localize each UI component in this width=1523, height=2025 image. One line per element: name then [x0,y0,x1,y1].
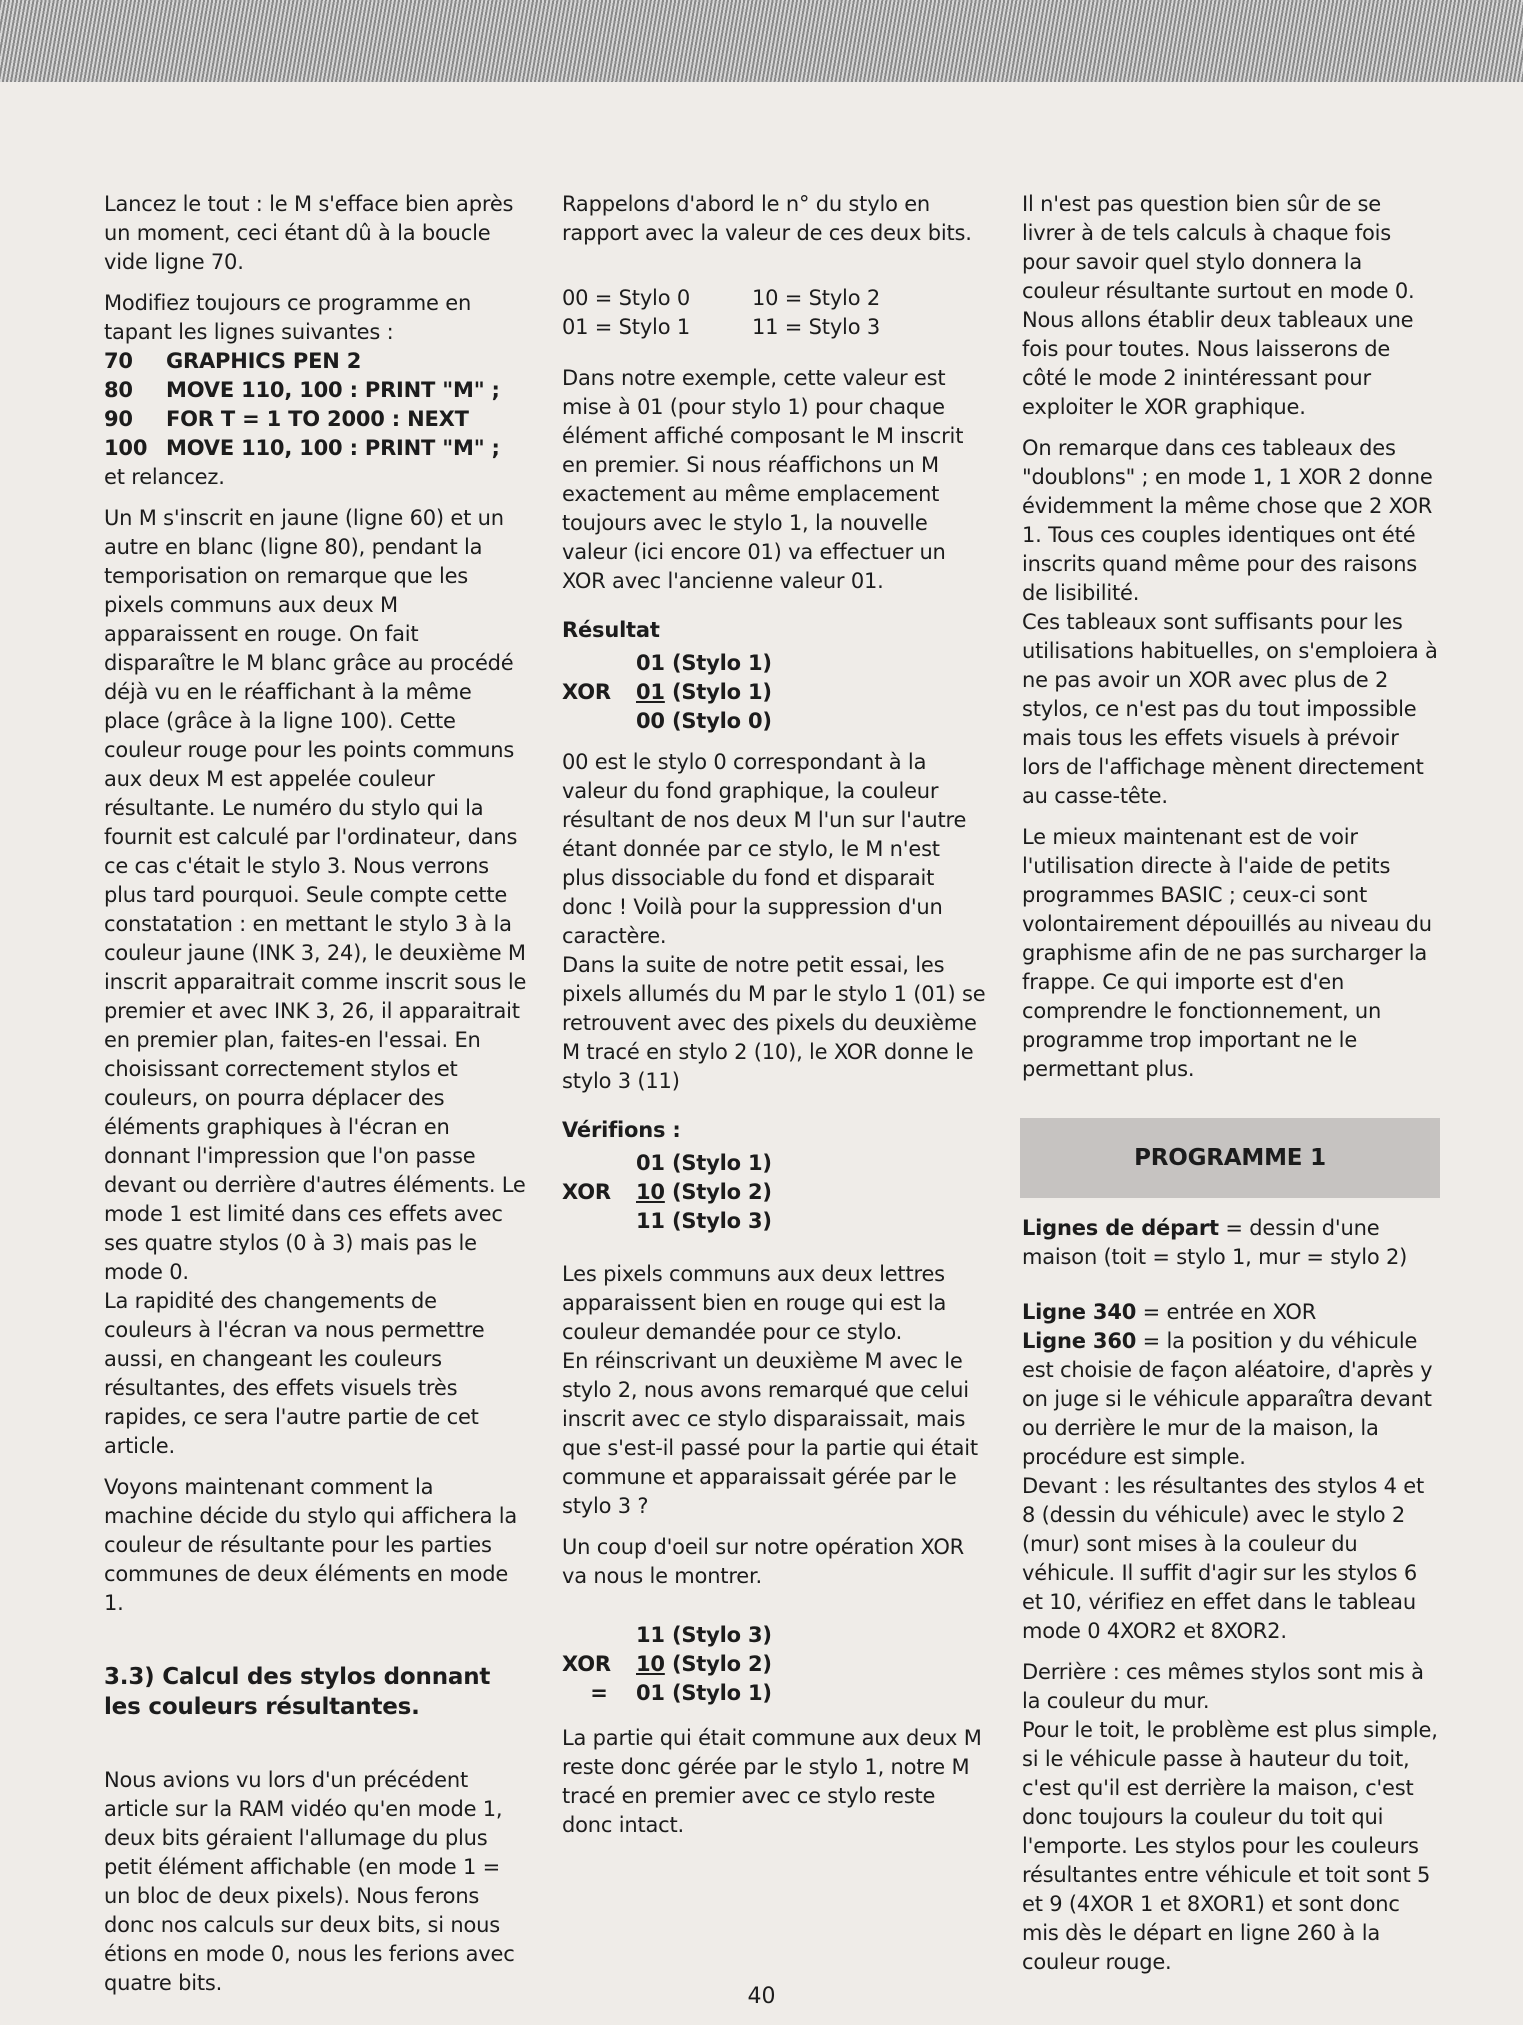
paragraph: On remarque dans ces tableaux des "doublons" ; en mode 1, 1 XOR 2 donne évidemment la même chose que 2 XOR 1. Tous ces couples identiques ont été inscrits quand même pour des raisons de lisibilité. [1022,436,1433,605]
code-line: 90 FOR T = 1 TO 2000 : NEXT [104,407,469,431]
xor-line: 01 (Stylo 1) [636,1151,772,1175]
paragraph: Ligne 360 = la position y du véhicule est choisie de façon aléatoire, d'après y on juge si le véhicule apparaîtra devant ou derrière le mur de la maison, la procédure est simple. [1022,1329,1433,1469]
paragraph: Modifiez toujours ce programme en tapant les lignes suivantes : [104,291,472,344]
paragraph: Lignes de départ = dessin d'une maison (toit = stylo 1, mur = stylo 2) [1022,1216,1408,1269]
paragraph: Les pixels communs aux deux lettres apparaissent bien en rouge qui est la couleur demandée pour ce stylo. [562,1262,947,1344]
paragraph: Le mieux maintenant est de voir l'utilisation directe à l'aide de petits programmes BASIC ; ceux-ci sont volontairement dépouillés au niveau du graphisme afin de ne pas surcharger la frappe. Ce qui importe est d'en comprendre le fonctionnement, un programme trop important ne le permettant plus. [1022,825,1432,1081]
stylo-pair-row: 01 = Stylo 1 11 = Stylo 3 [562,315,880,339]
xor-line: 00 (Stylo 0) [636,709,772,733]
paragraph: Dans la suite de notre petit essai, les pixels allumés du M par le stylo 1 (01) se retrouvent avec des pixels du deuxième M tracé en stylo 2 (10), le XOR donne le stylo 3 (11) [562,953,986,1093]
paragraph: Il n'est pas question bien sûr de se livrer à de tels calculs à chaque fois pour savoir quel stylo donnera la couleur résultante surtout en mode 0. Nous allons établir deux tableaux une fois pour toutes. Nous laisserons de côté le mode 2 inintéressant pour exploiter le XOR graphique. [1022,192,1415,419]
xor-line: 11 (Stylo 3) [636,1623,772,1647]
paragraph: Ligne 340 = entrée en XOR [1022,1300,1317,1324]
stylo-pair-row: 00 = Stylo 0 10 = Stylo 2 [562,286,880,310]
xor-line: XOR 10 (Stylo 2) [562,1180,772,1204]
xor-line: XOR 01 (Stylo 1) [562,680,772,704]
paragraph: La rapidité des changements de couleurs à l'écran va nous permettre aussi, en changeant les couleurs résultantes, des effets visuels très rapides, ce sera l'autre partie de cet article. [104,1289,485,1458]
paragraph: Rappelons d'abord le n° du stylo en rapport avec la valeur de ces deux bits. [562,192,972,245]
xor-line: = 01 (Stylo 1) [590,1681,772,1705]
section-heading: 3.3) Calcul des stylos donnant les couleurs résultantes. [104,1664,491,1720]
paragraph: En réinscrivant un deuxième M avec le stylo 2, nous avons remarqué que celui inscrit avec ce stylo disparaissait, mais que s'est-il passé pour la partie qui était commune et apparaissait gérée par le stylo 3 ? [562,1349,978,1518]
paragraph: Dans notre exemple, cette valeur est mise à 01 (pour stylo 1) pour chaque élément affiché composant le M inscrit en premier. Si nous réaffichons un M exactement au même emplacement toujours avec le stylo 1, la nouvelle valeur (ici encore 01) va effectuer un XOR avec l'ancienne valeur 01. [562,366,964,593]
paragraph: Un M s'inscrit en jaune (ligne 60) et un autre en blanc (ligne 80), pendant la temporisation on remarque que les pixels communs aux deux M apparaissent en rouge. On fait disparaître le M blanc grâce au procédé déjà vu en le réaffichant à la même place (grâce à la ligne 100). Cette couleur rouge pour les points communs aux deux M est appelée couleur résultante. Le numéro du stylo qui la fournit est calculé par l'ordinateur, dans ce cas c'était le stylo 3. Nous verrons plus tard pourquoi. Seule compte cette constatation : en mettant le stylo 3 à la couleur jaune (INK 3, 24), le deuxième M inscrit apparaitrait comme inscrit sous le premier et avec INK 3, 26, il apparaitrait en premier plan, faites-en l'essai. En choisissant correctement stylos et couleurs, on pourra déplacer des éléments graphiques à l'écran en donnant l'impression que l'on passe devant ou derrière d'autres éléments. Le mode 1 est limité dans ces effets avec ses quatre stylos (0 à 3) mais pas le mode 0. [104,506,527,1284]
paragraph: 00 est le stylo 0 correspondant à la valeur du fond graphique, la couleur résultant de nos deux M l'un sur l'autre étant donnée par ce stylo, le M n'est plus dissociable du fond et disparait donc ! Voilà pour la suppression d'un caractère. [562,750,967,948]
paragraph: Un coup d'oeil sur notre opération XOR va nous le montrer. [562,1535,965,1588]
paragraph: La partie qui était commune aux deux M reste donc gérée par le stylo 1, notre M tracé en premier avec ce stylo reste donc intact. [562,1726,982,1837]
paragraph: Devant : les résultantes des stylos 4 et 8 (dessin du véhicule) avec le stylo 2 (mur) sont mises à la couleur du véhicule. Il suffit d'agir sur les stylos 6 et 10, vérifiez en effet dans le tableau mode 0 4XOR2 et 8XOR2. [1022,1474,1425,1643]
header-hatch-band [0,0,1523,82]
column-2 [562,190,986,1852]
paragraph: Derrière : ces mêmes stylos sont mis à la couleur du mur. [1022,1660,1424,1713]
xor-line: XOR 10 (Stylo 2) [562,1652,772,1676]
page-number: 40 [747,1984,776,2009]
paragraph: Ces tableaux sont suffisants pour les utilisations habituelles, on s'emploiera à ne pas avoir un XOR avec plus de 2 stylos, ce n'est pas du tout impossible mais tous les effets visuels à prévoir lors de l'affichage mènent directement au casse-tête. [1022,610,1438,808]
code-line: 70 GRAPHICS PEN 2 [104,349,362,373]
code-line: 80 MOVE 110, 100 : PRINT "M" ; [104,378,500,402]
paragraph: Pour le toit, le problème est plus simple, si le véhicule passe à hauteur du toit, c'est qu'il est derrière la maison, c'est donc toujours la couleur du toit qui l'emporte. Les stylos pour les couleurs résultantes entre véhicule et toit sont 5 et 9 (4XOR 1 et 8XOR1) et sont donc mis dès le départ en ligne 260 à la couleur rouge. [1022,1718,1438,1974]
column-3 [1022,190,1440,1989]
result-label: Résultat [562,618,660,642]
xor-line: 11 (Stylo 3) [636,1209,772,1233]
paragraph: Lancez le tout : le M s'efface bien après un moment, ceci étant dû à la boucle vide ligne 70. [104,192,514,274]
paragraph: et relancez. [104,465,225,489]
column-1 [104,190,528,2010]
paragraph: Voyons maintenant comment la machine décide du stylo qui affichera la couleur de résultante pour les parties communes de deux éléments en mode 1. [104,1475,518,1615]
xor-line: 01 (Stylo 1) [636,651,772,675]
program-title: PROGRAMME 1 [1134,1144,1326,1171]
paragraph: Nous avions vu lors d'un précédent article sur la RAM vidéo qu'en mode 1, deux bits géraient l'allumage du plus petit élément affichable (en mode 1 = un bloc de deux pixels). Nous ferons donc nos calculs sur deux bits, si nous étions en mode 0, nous les ferions avec quatre bits. [104,1768,515,1995]
verif-label: Vérifions : [562,1118,681,1142]
code-line: 100 MOVE 110, 100 : PRINT "M" ; [104,436,500,460]
program-title-box [1020,1118,1440,1198]
